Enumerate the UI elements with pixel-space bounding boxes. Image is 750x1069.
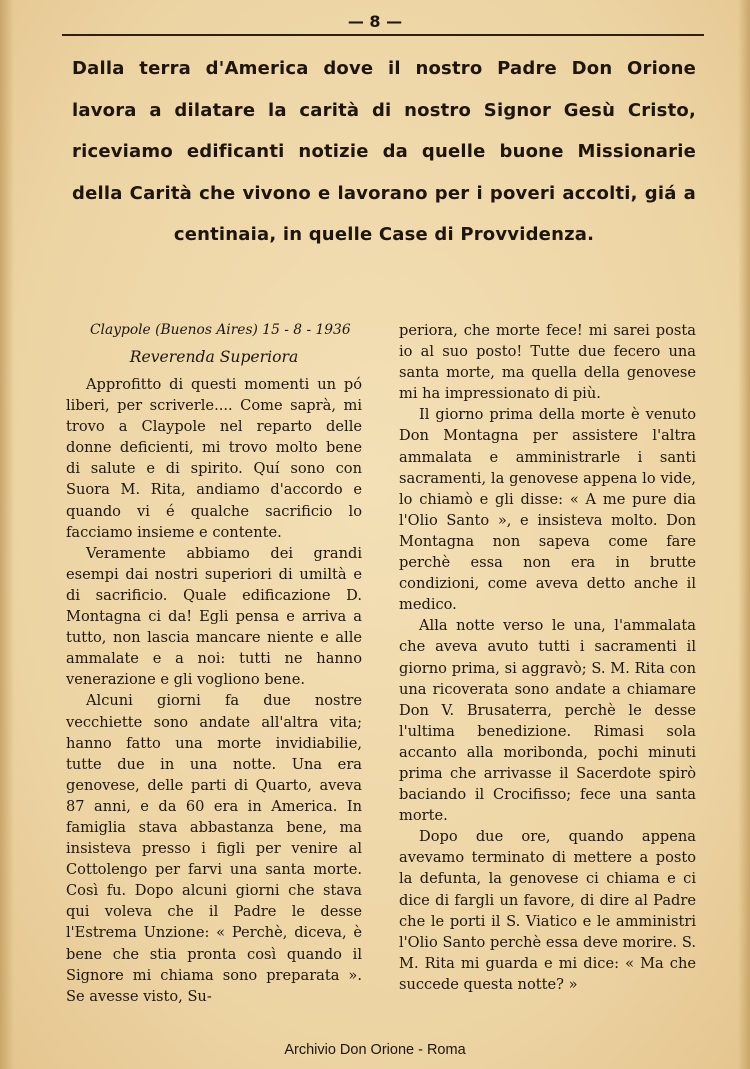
archive-footer: Archivio Don Orione - Roma [284, 1042, 466, 1058]
letter-paragraph: Alla notte verso le una, l'ammalata che aveva avuto tutti i sacramenti il giorno prima, si aggravò; S. M. Rita con una ricoverata sono andate a chiamare Don V. Brusaterra, perchè le desse l'ultima benedizione. Rimasi sola accanto alla moribonda, pochi minuti prima che arrivasse il Sacerdote spirò baciando il Crocifisso; fece una santa morte. [399, 617, 696, 825]
intro-paragraph: Dalla terra d'America dove il nostro Padre Don Orione lavora a dilatare la carità di nostro Signor Gesù Cristo, riceviamo edificanti notizie da quelle buone Missionarie della Carità che vivono e lavorano per i poveri accolti, giá a centinaia, in quelle Case di Provvidenza. [72, 58, 696, 245]
letter-dateline: Claypole (Buenos Aires) 15 - 8 - 1936 [90, 322, 351, 338]
letter-left-column [66, 320, 362, 1007]
letter-paragraph-continuation: periora, che morte fece! mi sarei posta io al suo posto! Tutte due fecero una santa morte, ma quella della genovese mi ha impressionato di più. [399, 322, 696, 403]
page-edge-left [0, 0, 14, 1069]
letter-right-column [399, 320, 696, 995]
page-number: — 8 — [347, 12, 403, 31]
letter-paragraph: Dopo due ore, quando appena avevamo terminato di mettere a posto la defunta, la genovese ci chiama e ci dice di fargli un favore, di dire al Padre che le porti il S. Viatico e le amministri l'Olio Santo perchè essa deve morire. S. M. Rita mi guarda e mi dice: « Ma che succede questa notte? » [399, 828, 696, 993]
page-edge-right [738, 0, 750, 1069]
header-rule [62, 34, 704, 36]
letter-paragraph: Veramente abbiamo dei grandi esempi dai nostri superiori di umiltà e di sacrificio. Quale edificazione D. Montagna ci da! Egli pensa e arriva a tutto, non lascia mancare niente e alle ammalate e a noi: tutti ne hanno venerazione e gli vogliono bene. [66, 544, 362, 689]
letter-paragraph: Alcuni giorni fa due nostre vecchiette sono andate all'altra vita; hanno fatto una morte invidiabilie, tutte due in una notte. Una era genovese, delle parti di Quarto, aveva 87 anni, e da 60 era in America. In famiglia stava abbastanza bene, ma insisteva presso i figli per venire al Cottolengo per farvi una santa morte. Così fu. Dopo alcuni giorni che stava qui voleva che il Padre le desse l'Estrema Unzione: « Perchè, diceva, è bene che stia pronta così quando il Signore mi chiama sono preparata ». Se avesse visto, Su- [66, 692, 362, 1005]
letter-salutation: Reverenda Superiora [129, 348, 299, 366]
letter-paragraph: Il giorno prima della morte è venuto Don Montagna per assistere l'altra ammalata e amministrarle i santi sacramenti, la genovese appena lo vide, lo chiamò e gli disse: « A me pure dia l'Olio Santo », e insisteva molto. Don Montagna non sapeva come fare perchè essa non era in brutte condizioni, come aveva detto anche il medico. [399, 406, 696, 614]
letter-paragraph: Approfitto di questi momenti un pó liberi, per scriverle.... Come saprà, mi trovo a Claypole nel reparto delle donne deficienti, mi trovo molto bene di salute e di spirito. Quí sono con Suora M. Rita, andiamo d'accordo e quando vi é qualche sacrificio lo facciamo insieme e contente. [66, 376, 362, 541]
